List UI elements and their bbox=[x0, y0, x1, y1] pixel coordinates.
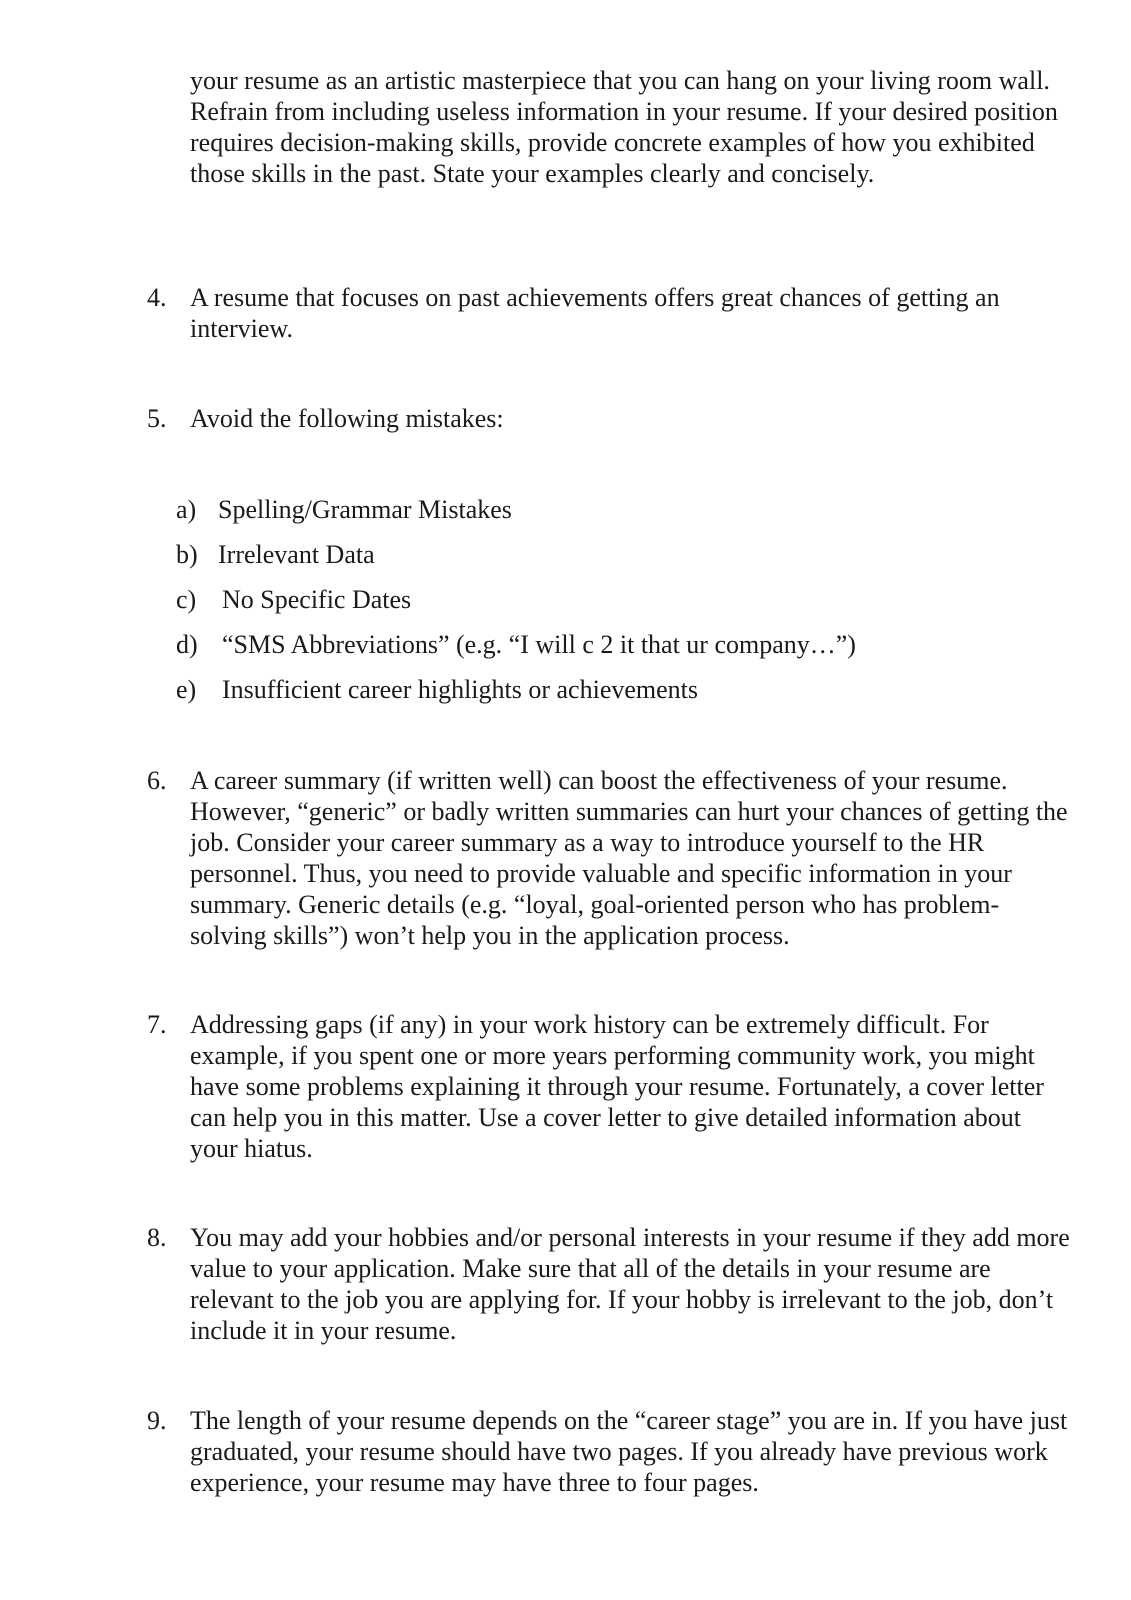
item-4-number: 4. bbox=[147, 283, 167, 312]
mistake-letter: c) bbox=[176, 585, 197, 614]
item-6-number: 6. bbox=[147, 766, 167, 795]
mistake-text: Irrelevant Data bbox=[218, 540, 375, 569]
item-5-text: Avoid the following mistakes: bbox=[190, 404, 504, 433]
item-8-text: You may add your hobbies and/or personal interests in your resume if they add more value to your application. Make sure that all of the details in your resume are relevant to the job you are applying for. If your hobby is irrelevant to the job, don’t include it in your resume. bbox=[190, 1223, 1070, 1345]
item-8-number: 8. bbox=[147, 1223, 167, 1252]
mistake-text: No Specific Dates bbox=[222, 585, 412, 614]
item-6-text: A career summary (if written well) can boost the effectiveness of your resume. However, “generic” or badly written summaries can hurt your chances of getting the job. Consider your career summary as a way to introduce yourself to the HR personnel. Thus, you need to provide valuable and specific information in your summary. Generic details (e.g. “loyal, goal-oriented person who has problem-solving skills”) won’t help you in the application process. bbox=[190, 766, 1068, 950]
mistake-text: Spelling/Grammar Mistakes bbox=[218, 495, 512, 524]
mistake-text: Insufficient career highlights or achievements bbox=[222, 675, 699, 704]
mistake-letter: b) bbox=[176, 540, 198, 569]
intro-continuation-paragraph: your resume as an artistic masterpiece that you can hang on your living room wall. Refrain from including useless information in your resume. If your desired position requires decision-making skills, provide concrete examples of how you exhibited those skills in the past. State your examples clearly and concisely. bbox=[190, 66, 1058, 188]
mistake-letter: e) bbox=[176, 675, 197, 704]
item-4-text: A resume that focuses on past achievements offers great chances of getting an interview. bbox=[190, 283, 1000, 343]
item-9-text: The length of your resume depends on the “career stage” you are in. If you have just graduated, your resume should have two pages. If you already have previous work experience, your resume may have three to four pages. bbox=[190, 1406, 1068, 1497]
item-5-number: 5. bbox=[147, 404, 167, 433]
item-7-number: 7. bbox=[147, 1010, 167, 1039]
item-9-number: 9. bbox=[147, 1406, 167, 1435]
mistake-text: “SMS Abbreviations” (e.g. “I will c 2 it that ur company…”) bbox=[222, 630, 856, 659]
mistake-letter: a) bbox=[176, 495, 197, 524]
item-7-text: Addressing gaps (if any) in your work history can be extremely difficult. For example, if you spent one or more years performing community work, you might have some problems explaining it through your resume. Fortunately, a cover letter can help you in this matter. Use a cover letter to give detailed information about your hiatus. bbox=[190, 1010, 1044, 1163]
mistake-letter: d) bbox=[176, 630, 198, 659]
